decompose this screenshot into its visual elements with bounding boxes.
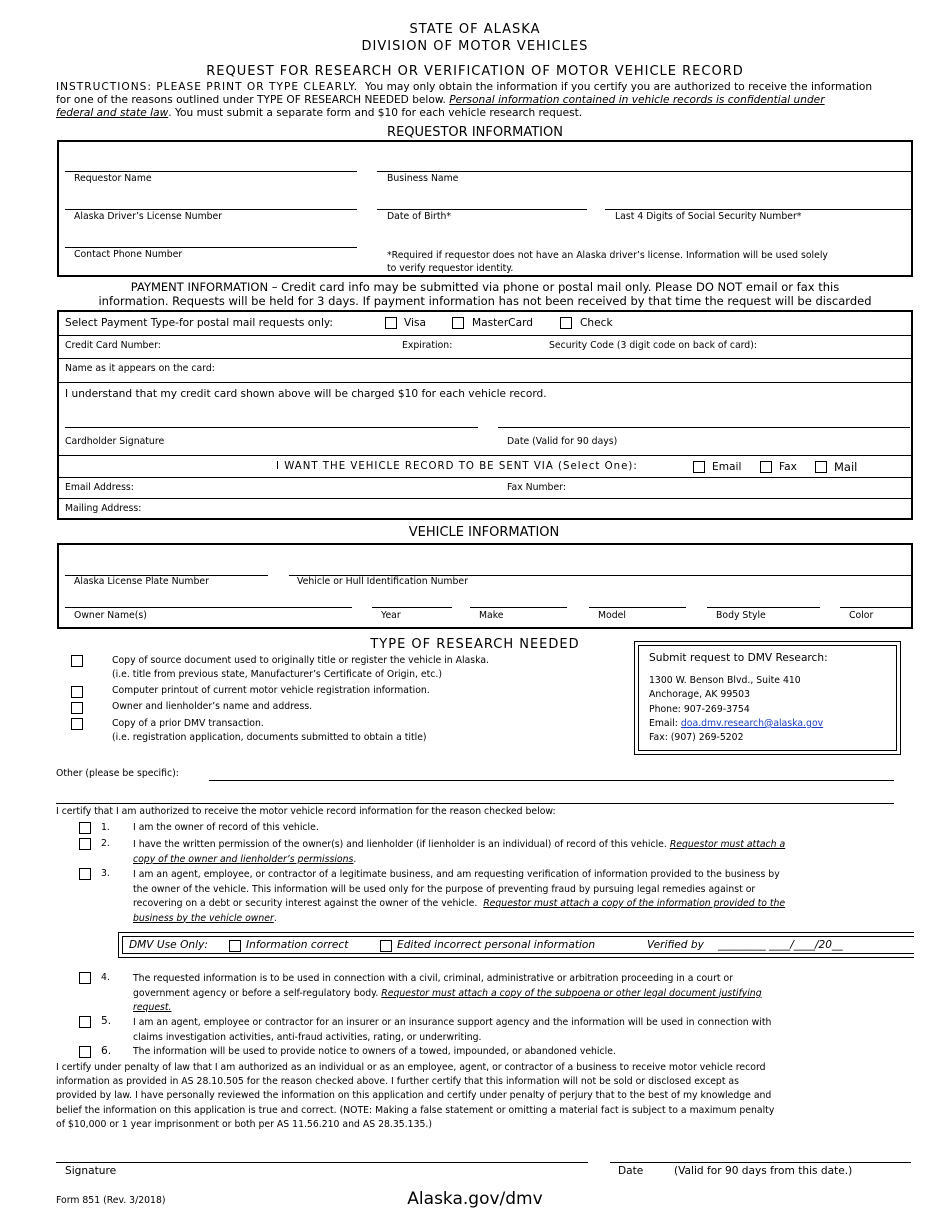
reason-3-number: 3. bbox=[101, 868, 110, 879]
instructions-text-1: You may only obtain the information if you certify you are authorized to receive the information bbox=[364, 81, 873, 93]
edited-info-label: Edited incorrect personal information bbox=[397, 939, 596, 951]
research-option-1-text: Copy of source document used to originally title or register the vehicle in Alaska. bbox=[112, 655, 490, 666]
check-checkbox[interactable] bbox=[560, 317, 572, 329]
charge-acknowledgement: I understand that my credit card shown above will be charged $10 for each vehicle record. bbox=[65, 388, 547, 400]
owner-name-field[interactable]: Owner Name(s) bbox=[74, 610, 147, 621]
other-research-line-2[interactable] bbox=[56, 803, 894, 804]
submit-address-2: Anchorage, AK 99503 bbox=[649, 689, 750, 701]
date-line[interactable] bbox=[610, 1162, 911, 1163]
certify-intro: I certify that I am authorized to receive the motor vehicle record information for the reason checked below: bbox=[56, 806, 556, 817]
verified-by-label: Verified by bbox=[647, 939, 704, 951]
research-option-1 bbox=[112, 654, 489, 682]
reason-3-text-a: I am an agent, employee, or contractor of a legitimate business, and am requesting verification of information provided to the business by bbox=[133, 869, 780, 880]
perjury-line-2: information as provided in AS 28.10.505 for the reason checked above. I further certify that this information will not be sold or disclosed except as bbox=[56, 1076, 739, 1088]
card-number-field[interactable]: Credit Card Number: bbox=[65, 340, 161, 351]
ssn-last4-field[interactable]: Last 4 Digits of Social Security Number* bbox=[615, 211, 802, 222]
submit-fax: Fax: (907) 269-5202 bbox=[649, 732, 744, 744]
dmv-use-only-label: DMV Use Only: bbox=[129, 939, 208, 951]
research-option-1-note: (i.e. title from previous state, Manufacturer’s Certificate of Origin, etc.) bbox=[112, 669, 442, 680]
reason-6-number: 6. bbox=[101, 1045, 112, 1057]
mastercard-label: MasterCard bbox=[472, 317, 533, 329]
check-label: Check bbox=[580, 317, 613, 329]
email-address-field[interactable]: Email Address: bbox=[65, 482, 134, 493]
mail-delivery-checkbox[interactable] bbox=[815, 461, 827, 473]
email-delivery-checkbox[interactable] bbox=[693, 461, 705, 473]
reason-2-text: I have the written permission of the owner(s) and lienholder (if lienholder is an individual) of record of this vehicle. Requestor must attach a copy of the owner and lienholder’s permissions. bbox=[133, 839, 786, 865]
date-validity-note: (Valid for 90 days from this date.) bbox=[674, 1165, 853, 1177]
instructions-text-3a: federal and state law bbox=[56, 107, 169, 119]
state-heading: STATE OF ALASKA bbox=[409, 22, 541, 37]
form-number: Form 851 (Rev. 3/2018) bbox=[56, 1195, 166, 1206]
reason-1-number: 1. bbox=[101, 822, 110, 833]
research-printout-checkbox[interactable] bbox=[71, 686, 83, 698]
business-name-field[interactable]: Business Name bbox=[387, 173, 459, 184]
perjury-line-1: I certify under penalty of law that I am authorized as an individual or as an employee, agent, or contractor of a business to receive motor vehicle record bbox=[56, 1062, 766, 1073]
research-heading: TYPE OF RESEARCH NEEDED bbox=[370, 637, 580, 652]
color-field[interactable]: Color bbox=[849, 610, 874, 621]
reason-3-text: I am an agent, employee, or contractor of a legitimate business, and am requesting verification of information provided to the business by the owner of the vehicle. This information will be used only for the purpose of preventing fraud by pursuing legal remedies against or recovering on a debt or security interest against the owner of the vehicle. Requestor must attach a copy of the information provided to the business by the vehicle owner. bbox=[133, 868, 898, 926]
signature-line[interactable] bbox=[56, 1162, 588, 1163]
cardholder-date-field[interactable]: Date (Valid for 90 days) bbox=[507, 436, 618, 447]
reason-2-text-b: Requestor must attach a bbox=[669, 839, 786, 850]
reason-1-checkbox[interactable] bbox=[79, 822, 91, 834]
fax-delivery-checkbox[interactable] bbox=[760, 461, 772, 473]
reason-5-text bbox=[133, 1016, 898, 1045]
research-option-4-note: (i.e. registration application, documents submitted to obtain a title) bbox=[112, 732, 427, 743]
reason-2-checkbox[interactable] bbox=[79, 838, 91, 850]
visa-checkbox[interactable] bbox=[385, 317, 397, 329]
other-research-label: Other (please be specific): bbox=[56, 768, 179, 779]
reason-5-checkbox[interactable] bbox=[79, 1016, 91, 1028]
body-style-field[interactable]: Body Style bbox=[716, 610, 766, 621]
reason-5-text-b: claims investigation activities, anti-fraud activities, rating, or underwriting. bbox=[133, 1031, 482, 1043]
info-correct-checkbox[interactable] bbox=[229, 940, 241, 952]
research-source-doc-checkbox[interactable] bbox=[71, 655, 83, 667]
instructions-text-3b: . You must submit a separate form and $10 for each vehicle research request. bbox=[168, 107, 583, 119]
date-label: Date bbox=[618, 1165, 644, 1177]
reason-3-text-c: recovering on a debt or security interest against the owner of the vehicle. bbox=[133, 898, 478, 909]
payment-info-2: information. Requests will be held for 3 days. If payment information has not been received by that time the request will be discarded bbox=[98, 294, 872, 308]
name-on-card-field[interactable]: Name as it appears on the card: bbox=[65, 363, 215, 374]
perjury-statement bbox=[56, 1061, 916, 1132]
reason-4-text-a: The requested information is to be used in connection with a civil, criminal, administrative or arbitration proceeding in a court or bbox=[133, 973, 734, 984]
division-heading: DIVISION OF MOTOR VEHICLES bbox=[361, 39, 589, 54]
reason-4-text-c: Requestor must attach a copy of the subpoena or other legal document justifying bbox=[381, 987, 762, 999]
reason-6-checkbox[interactable] bbox=[79, 1046, 91, 1058]
reason-2-text-c: copy of the owner and lienholder’s permissions bbox=[133, 853, 354, 865]
requestor-heading: REQUESTOR INFORMATION bbox=[387, 125, 563, 140]
license-plate-field[interactable]: Alaska License Plate Number bbox=[74, 576, 209, 587]
submit-title: Submit request to DMV Research: bbox=[649, 652, 828, 664]
reason-3-text-d: Requestor must attach a copy of the information provided to the bbox=[483, 898, 786, 909]
email-delivery-label: Email bbox=[712, 461, 742, 473]
requestor-note-1: *Required if requestor does not have an Alaska driver’s license. Information will be used solely bbox=[387, 250, 828, 261]
year-field[interactable]: Year bbox=[381, 610, 401, 621]
perjury-line-4: belief the information on this application is true and correct. (NOTE: Making a false statement or omitting a material fact is subject to a maximum penalty bbox=[56, 1104, 775, 1116]
reason-1-text: I am the owner of record of this vehicle. bbox=[133, 822, 319, 833]
date-of-birth-field[interactable]: Date of Birth* bbox=[387, 211, 452, 222]
make-field[interactable]: Make bbox=[479, 610, 504, 621]
reason-6-text: The information will be used to provide notice to owners of a towed, impounded, or abandoned vehicle. bbox=[133, 1046, 616, 1057]
footer-website: Alaska.gov/dmv bbox=[407, 1189, 543, 1209]
submit-email-label: Email: bbox=[649, 717, 678, 729]
form-title: REQUEST FOR RESEARCH OR VERIFICATION OF MOTOR VEHICLE RECORD bbox=[206, 64, 744, 79]
expiration-field[interactable]: Expiration: bbox=[402, 340, 453, 351]
verified-by-field[interactable]: _________ ____/____/20__ bbox=[718, 939, 843, 951]
reason-5-number: 5. bbox=[101, 1015, 112, 1027]
requestor-note-2: to verify requestor identity. bbox=[387, 263, 514, 274]
vin-field[interactable]: Vehicle or Hull Identification Number bbox=[297, 576, 468, 587]
fax-delivery-label: Fax bbox=[779, 461, 797, 473]
requestor-name-field[interactable]: Requestor Name bbox=[74, 173, 152, 184]
submit-email-link[interactable]: doa.dmv.research@alaska.gov bbox=[680, 717, 824, 729]
research-option-2: Computer printout of current motor vehicle registration information. bbox=[112, 685, 430, 696]
mail-delivery-label: Mail bbox=[834, 460, 858, 474]
payment-info bbox=[60, 280, 910, 308]
reason-5-text-a: I am an agent, employee or contractor for an insurer or an insurance support agency and the information will be used in connection with bbox=[133, 1017, 772, 1028]
payment-info-1: PAYMENT INFORMATION – Credit card info may be submitted via phone or postal mail only. Please DO NOT email or fax this bbox=[130, 280, 840, 294]
send-via-label: I WANT THE VEHICLE RECORD TO BE SENT VIA (Select One): bbox=[276, 461, 638, 472]
fax-number-field[interactable]: Fax Number: bbox=[507, 482, 566, 493]
instructions-text-2b: Personal information contained in vehicle records is confidential under bbox=[449, 94, 825, 106]
vehicle-heading: VEHICLE INFORMATION bbox=[408, 525, 560, 540]
contact-phone-field[interactable]: Contact Phone Number bbox=[74, 249, 183, 260]
perjury-line-3: provided by law. I have personally reviewed the information on this application and certify under penalty of perjury that to the best of my knowledge and bbox=[56, 1090, 772, 1102]
mailing-address-field[interactable]: Mailing Address: bbox=[65, 503, 142, 514]
instructions-lead: INSTRUCTIONS: PLEASE PRINT OR TYPE CLEARLY. bbox=[56, 81, 359, 93]
instructions-text-2a: for one of the reasons outlined under TYPE OF RESEARCH NEEDED below. bbox=[56, 94, 446, 106]
submit-phone: Phone: 907-269-3754 bbox=[649, 703, 750, 715]
other-research-line-1[interactable] bbox=[209, 780, 894, 781]
instructions bbox=[56, 81, 916, 119]
reason-3-text-e: business by the vehicle owner bbox=[133, 912, 274, 924]
payment-section bbox=[57, 310, 913, 520]
signature-label: Signature bbox=[65, 1165, 117, 1177]
reason-2-text-a: I have the written permission of the owner(s) and lienholder (if lienholder is an individual) of record of this vehicle. bbox=[133, 839, 667, 850]
reason-2-number: 2. bbox=[101, 838, 110, 849]
cardholder-signature-field[interactable]: Cardholder Signature bbox=[65, 436, 165, 447]
visa-label: Visa bbox=[404, 317, 426, 329]
submit-address-1: 1300 W. Benson Blvd., Suite 410 bbox=[649, 675, 801, 686]
reason-4-number: 4. bbox=[101, 972, 110, 983]
security-code-field[interactable]: Security Code (3 digit code on back of card): bbox=[549, 340, 757, 351]
reason-4-checkbox[interactable] bbox=[79, 972, 91, 984]
reason-3-checkbox[interactable] bbox=[79, 868, 91, 880]
drivers-license-field[interactable]: Alaska Driver’s License Number bbox=[74, 211, 223, 222]
reason-4-text bbox=[133, 972, 898, 1016]
research-owner-lienholder-checkbox[interactable] bbox=[71, 702, 83, 714]
edited-info-checkbox[interactable] bbox=[380, 940, 392, 952]
reason-3-text-b: the owner of the vehicle. This information will be used only for the purpose of preventing fraud by pursuing legal remedies against or bbox=[133, 883, 756, 895]
payment-type-label: Select Payment Type-for postal mail requests only: bbox=[65, 317, 333, 329]
reason-4-text-b: government agency or before a self-regulatory body. bbox=[133, 987, 379, 999]
research-prior-transaction-checkbox[interactable] bbox=[71, 718, 83, 730]
research-option-4-text: Copy of a prior DMV transaction. bbox=[112, 718, 264, 729]
research-option-4 bbox=[112, 717, 427, 745]
reason-4-text-d: request. bbox=[133, 1002, 172, 1013]
info-correct-label: Information correct bbox=[246, 939, 349, 951]
requestor-note bbox=[387, 249, 912, 275]
mastercard-checkbox[interactable] bbox=[452, 317, 464, 329]
model-field[interactable]: Model bbox=[598, 610, 626, 621]
submit-info-box bbox=[634, 641, 901, 755]
perjury-line-5: of $10,000 or 1 year imprisonment or both per AS 11.56.210 and AS 28.35.135.) bbox=[56, 1118, 432, 1130]
research-option-3: Owner and lienholder’s name and address. bbox=[112, 701, 313, 712]
